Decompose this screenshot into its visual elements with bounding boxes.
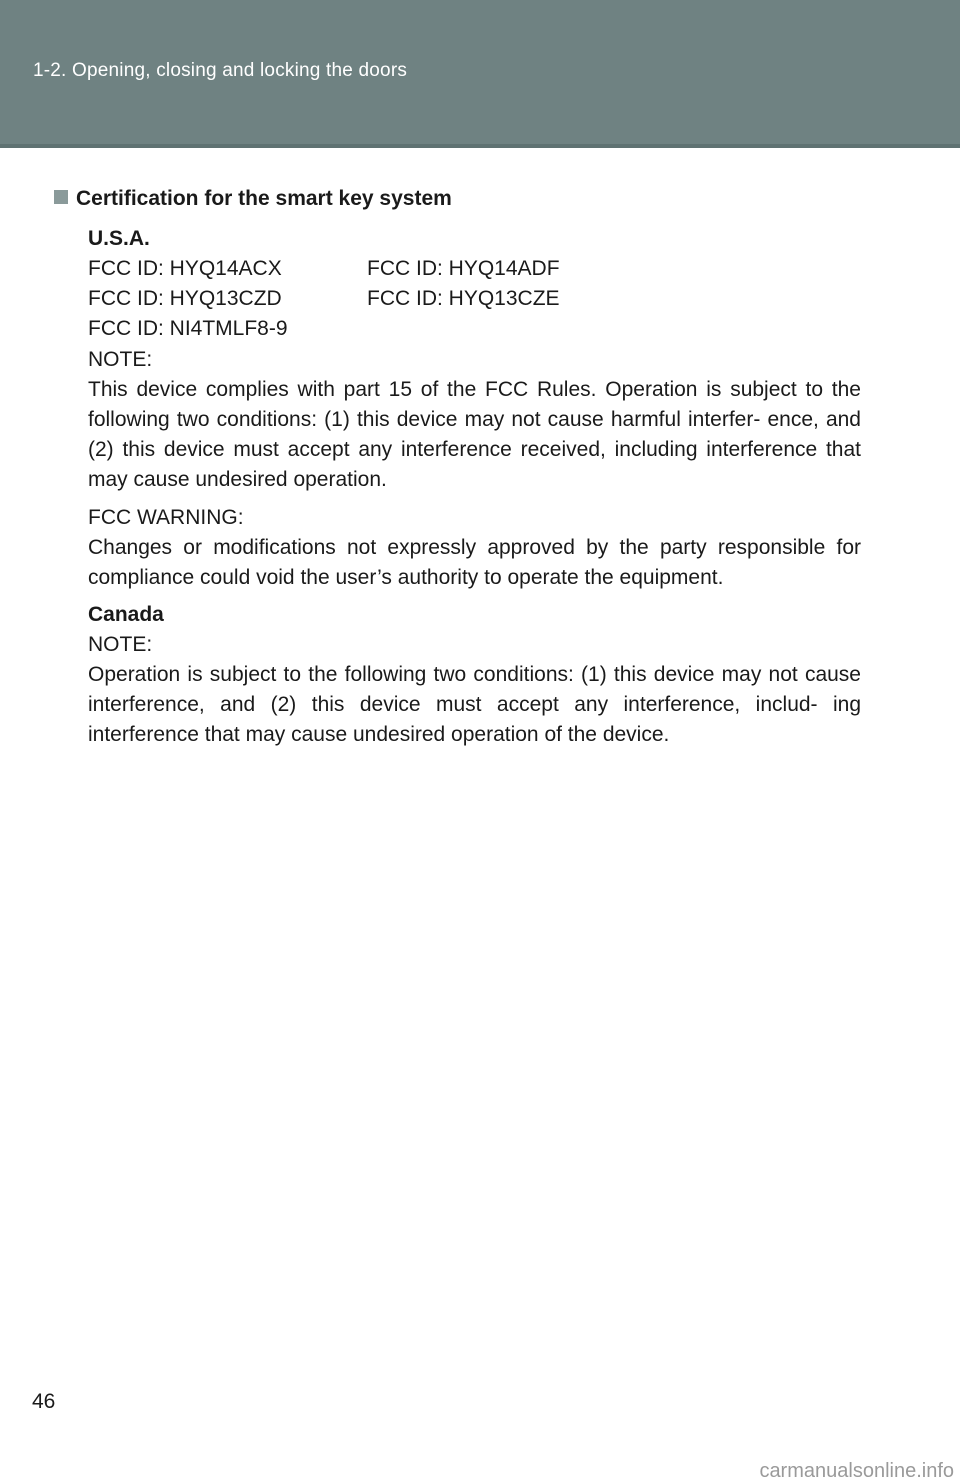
fcc-id: FCC ID: HYQ13CZE	[367, 287, 560, 310]
canada-note-text: Operation is subject to the following two conditions: (1) this device may not cause interference, and (2) this device must accept any interference, includ- ing interference that may cause undesired operation of the device.	[88, 663, 861, 746]
usa-block	[88, 224, 861, 344]
note-label: NOTE:	[88, 348, 153, 371]
section-title: 1-2. Opening, closing and locking the doors	[33, 60, 408, 81]
fcc-id: FCC ID: HYQ13CZD	[88, 287, 282, 310]
page-number: 46	[32, 1390, 56, 1413]
fcc-id-row	[88, 284, 861, 314]
watermark: carmanualsonline.info	[640, 1458, 960, 1484]
fcc-id: FCC ID: NI4TMLF8-9	[88, 317, 288, 340]
heading-text: Certification for the smart key system	[76, 187, 452, 210]
canada-title: Canada	[88, 603, 164, 626]
usa-note	[88, 345, 861, 495]
header-band	[0, 0, 960, 148]
usa-title: U.S.A.	[88, 227, 150, 250]
fcc-id: FCC ID: HYQ14ADF	[367, 257, 560, 280]
canada-block	[88, 600, 861, 750]
square-bullet-icon	[54, 190, 68, 204]
section-heading	[54, 184, 452, 214]
warning-text: Changes or modifications not expressly approved by the party responsible for compliance could void the user’s authority to operate the equipment.	[88, 536, 861, 589]
canada-note-label: NOTE:	[88, 633, 153, 656]
fcc-id: FCC ID: HYQ14ACX	[88, 257, 282, 280]
warning-label: FCC WARNING:	[88, 506, 244, 529]
fcc-warning	[88, 503, 861, 593]
fcc-id-row	[88, 314, 861, 344]
note-text: This device complies with part 15 of the FCC Rules. Operation is subject to the following two conditions: (1) this device may not cause harmful interfer- ence, and (2) this device must accept any interference received, including interference that may cause undesired operation.	[88, 378, 861, 491]
fcc-id-row	[88, 254, 861, 284]
